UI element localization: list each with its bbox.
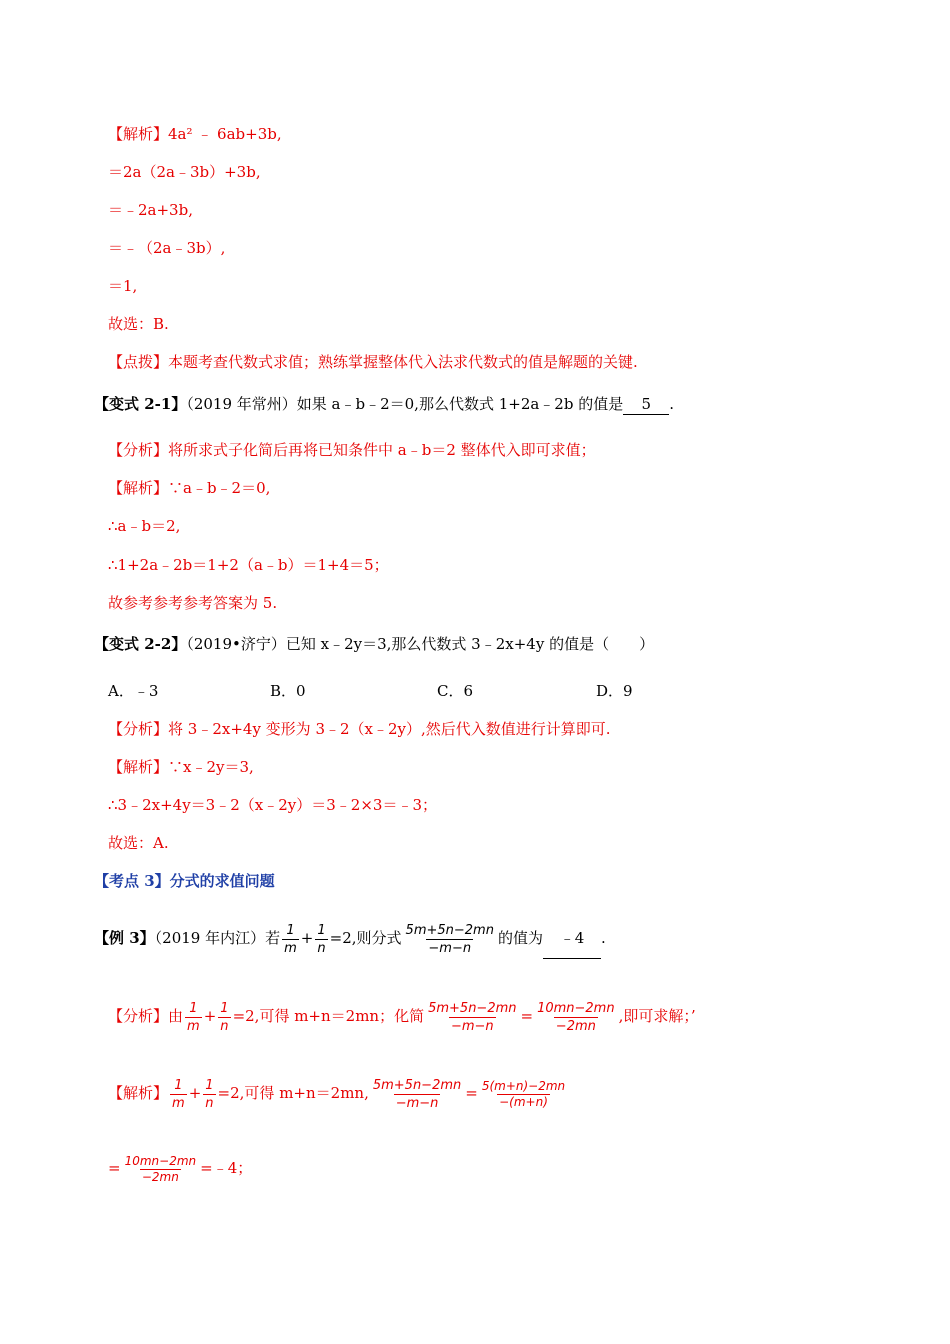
- fraction-1-over-m: [282, 922, 299, 957]
- numerator: 5m+5n−2mn: [428, 1000, 517, 1016]
- solution-line: [108, 1073, 569, 1113]
- variation-label: 【变式 2-2】: [94, 635, 187, 653]
- question-text: （2019 年内江）若: [154, 929, 281, 947]
- solution-line-1: [108, 124, 282, 144]
- fraction-1-over-n: [218, 1000, 230, 1035]
- analysis-text: ,即可求解；’: [618, 1007, 696, 1025]
- answer-blank: ﹣4: [543, 918, 601, 959]
- fraction-factored: [480, 1079, 567, 1110]
- denominator: n: [317, 940, 326, 956]
- plus-sign: +: [188, 1084, 202, 1102]
- fraction-1-over-m: [185, 1000, 202, 1035]
- solution-text: ∵a﹣b﹣2＝0,: [168, 479, 271, 497]
- solution-step: ＝﹣2a+3b,: [108, 201, 193, 219]
- numerator: 5m+5n−2mn: [372, 1077, 462, 1093]
- solution-step: ∴a﹣b＝2,: [108, 517, 181, 535]
- solution-text: ∵x﹣2y＝3,: [168, 758, 254, 776]
- analysis-label: 【分析】: [108, 720, 169, 738]
- numerator: 10mn−2mn: [537, 1000, 615, 1016]
- solution-expression: 4a² ﹣ 6ab+3b,: [168, 125, 282, 143]
- conclusion-line: 故参考参考参考答案为 5.: [108, 594, 278, 612]
- option-c[interactable]: C．6: [437, 682, 474, 700]
- option-a[interactable]: A．﹣3: [108, 682, 159, 700]
- denominator: m: [284, 940, 297, 956]
- key-point-title: 分式的求值问题: [169, 872, 275, 890]
- fraction-1-over-n: [203, 1077, 215, 1112]
- analysis-label: 【分析】: [108, 441, 169, 459]
- variation-2-2-question: [94, 634, 654, 654]
- option-d[interactable]: D．9: [596, 682, 633, 700]
- numerator: 1: [220, 1000, 229, 1016]
- question-end: .: [600, 929, 606, 947]
- numerator: 1: [189, 1000, 198, 1016]
- tip-line: [108, 352, 638, 372]
- option-b[interactable]: B．0: [270, 682, 306, 700]
- analysis-text: =2,可得 m+n＝2mn；化简: [232, 1007, 425, 1025]
- question-text: （2019 年常州）如果 a﹣b﹣2＝0,那么代数式 1+2a﹣2b 的值是: [186, 395, 624, 413]
- question-end: .: [669, 395, 675, 413]
- variation-label: 【变式 2-1】: [94, 395, 187, 413]
- question-text: 的值为: [497, 929, 543, 947]
- solution-label: 【解析】: [108, 479, 169, 497]
- variation-2-1-question: [94, 394, 674, 415]
- tip-text: 本题考查代数式求值；熟练掌握整体代入法求代数式的值是解题的关键.: [168, 353, 638, 371]
- fraction-1-over-n: [315, 922, 327, 957]
- fraction-final: [123, 1154, 199, 1185]
- solution-step: ∴3﹣2x+4y＝3﹣2（x﹣2y）＝3﹣2×3＝﹣3；: [108, 796, 437, 814]
- plus-sign: +: [203, 1007, 217, 1025]
- equals-sign: =: [520, 1007, 534, 1025]
- analysis-text: 将 3﹣2x+4y 变形为 3﹣2（x﹣2y）,然后代入数值进行计算即可.: [168, 720, 611, 738]
- denominator: m: [187, 1018, 200, 1034]
- analysis-line: [108, 996, 696, 1036]
- tip-label: 【点拨】: [108, 353, 169, 371]
- analysis-label: 【分析】: [108, 1007, 169, 1025]
- equals-sign: =: [465, 1084, 478, 1102]
- denominator: n: [205, 1095, 214, 1111]
- question-text: =2,则分式: [329, 929, 402, 947]
- answer-blank: 5: [623, 394, 669, 415]
- denominator: m: [172, 1095, 185, 1111]
- plus-sign: +: [300, 929, 314, 947]
- solution-result: =﹣4；: [200, 1159, 253, 1177]
- denominator: n: [220, 1018, 229, 1034]
- fraction-simplified: [535, 1000, 617, 1035]
- solution-label: 【解析】: [108, 125, 169, 143]
- numerator: 1: [205, 1077, 214, 1093]
- numerator: 1: [286, 922, 295, 938]
- fraction-1-over-m: [170, 1077, 187, 1112]
- solution-text: =2,可得 m+n＝2mn,: [217, 1084, 369, 1102]
- solution-final-line: [108, 1150, 252, 1186]
- fraction-expression: [426, 1000, 518, 1035]
- denominator: −2mn: [141, 1169, 179, 1184]
- denominator: −(m+n): [499, 1094, 548, 1109]
- solution-label: 【解析】: [108, 758, 169, 776]
- denominator: −2mn: [555, 1018, 596, 1034]
- answer-line: 故选：B.: [108, 315, 169, 333]
- analysis-text: 将所求式子化简后再将已知条件中 a﹣b＝2 整体代入即可求值；: [168, 441, 596, 459]
- solution-line: [108, 478, 270, 498]
- solution-step: ＝1,: [108, 277, 138, 295]
- key-point-label: 【考点 3】: [94, 872, 170, 890]
- analysis-text: 由: [168, 1007, 184, 1025]
- denominator: −m−n: [428, 940, 472, 956]
- numerator: 1: [174, 1077, 183, 1093]
- numerator: 10mn−2mn: [124, 1153, 197, 1168]
- denominator: −m−n: [450, 1018, 494, 1034]
- example-label: 【例 3】: [94, 929, 155, 947]
- key-point-heading: [94, 871, 275, 891]
- denominator: −m−n: [395, 1095, 439, 1111]
- numerator: 5(m+n)−2mn: [481, 1078, 566, 1093]
- solution-step: ＝2a（2a﹣3b）+3b,: [108, 163, 261, 181]
- numerator: 5m+5n−2mn: [405, 922, 494, 938]
- answer-line: 故选：A.: [108, 834, 169, 852]
- solution-line: [108, 757, 254, 777]
- solution-step: ＝﹣（2a﹣3b）,: [108, 239, 226, 257]
- analysis-line: [108, 719, 611, 739]
- question-text: （2019•济宁）已知 x﹣2y＝3,那么代数式 3﹣2x+4y 的值是（ ）: [186, 635, 655, 653]
- fraction-expression: [404, 922, 496, 957]
- analysis-line: [108, 440, 596, 460]
- solution-step: ∴1+2a﹣2b＝1+2（a﹣b）＝1+4＝5；: [108, 556, 389, 574]
- numerator: 1: [317, 922, 326, 938]
- example-3-question: [94, 918, 606, 959]
- equals-sign: =: [108, 1159, 121, 1177]
- fraction-expression: [371, 1077, 463, 1112]
- solution-label: 【解析】: [108, 1084, 169, 1102]
